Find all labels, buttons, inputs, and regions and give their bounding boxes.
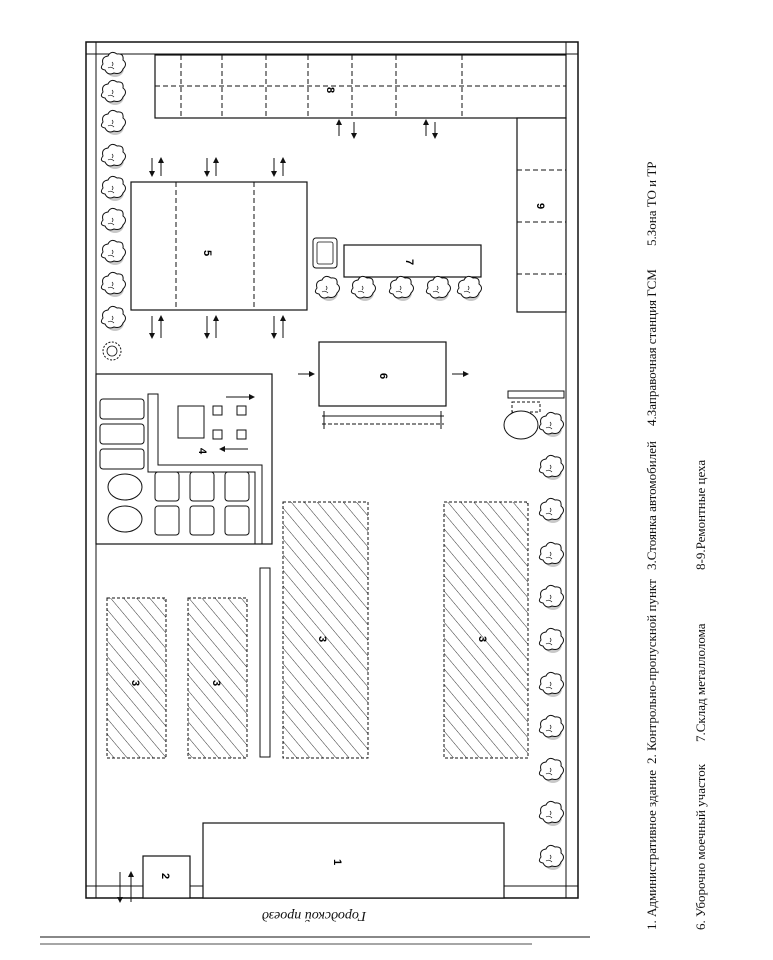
workshop-8-building [155, 55, 566, 118]
parking-lot-2 [188, 598, 247, 758]
legend-item-2: 2. Контрольно-пропускной пункт [644, 579, 659, 764]
trees-middle-row [315, 276, 481, 301]
parking-lot-1 [107, 598, 166, 758]
zone-label-6: 6 [377, 372, 389, 380]
legend-item-1: 1. Административное здание [644, 769, 659, 930]
legend-item-4: 4.Заправочная станция ГСМ [644, 269, 659, 426]
zone-label-3d: 3 [476, 635, 488, 643]
zone-label-4: 4 [196, 447, 208, 455]
zone-label-3c: 3 [316, 635, 328, 643]
service-zone-building [131, 182, 307, 310]
shrub-icon [103, 342, 121, 360]
legend-item-7: 7.Склад металлолома [693, 623, 708, 742]
street-label: Городской проезд [261, 908, 367, 923]
fuel-station [96, 374, 272, 544]
street [40, 908, 590, 944]
scrap-storage-building [313, 238, 481, 277]
workshop-9-building [517, 118, 566, 312]
parking-divider-wall [260, 568, 270, 757]
parking-lot-4 [444, 502, 528, 758]
zone-label-1: 1 [331, 858, 343, 866]
washing-building [319, 342, 446, 429]
zone-label-5: 5 [201, 249, 213, 257]
legend-item-3: 3.Стоянка автомобилей [644, 441, 659, 570]
parking-lot-3 [283, 502, 368, 758]
zone-label-3b: 3 [210, 679, 222, 687]
admin-building [203, 823, 504, 898]
legend-item-6: 6. Уборочно моечный участок [693, 763, 708, 930]
zone-label-8: 8 [324, 86, 336, 94]
legend [644, 161, 708, 930]
zone-label-3a: 3 [129, 679, 141, 687]
zone-label-9: 9 [534, 202, 546, 210]
zone-label-2: 2 [159, 872, 171, 880]
zone-label-7: 7 [403, 258, 415, 266]
trees-left-column [101, 52, 125, 331]
legend-item-8: 8-9.Ремонтные цеха [693, 459, 708, 570]
legend-item-5: 5.Зона ТО и ТР [644, 161, 659, 246]
trees-right-column [539, 412, 563, 870]
